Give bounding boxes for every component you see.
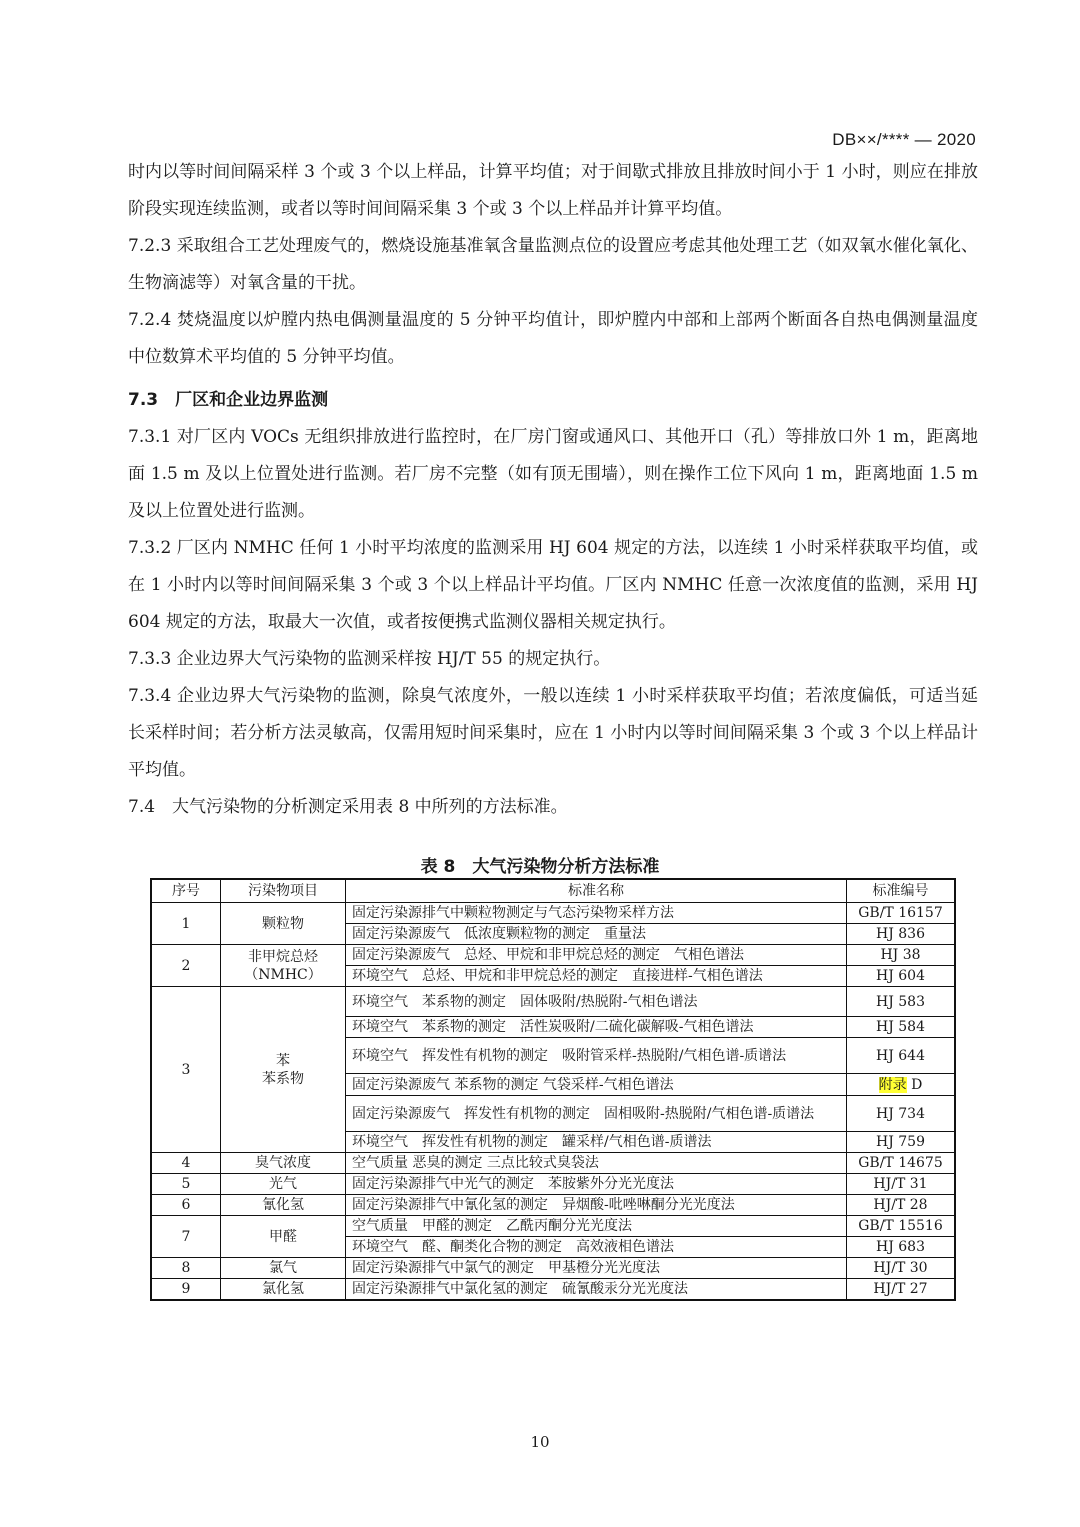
cell-standard-name: 固定污染源排气中氯化氢的测定 硫氰酸汞分光光度法 xyxy=(346,1279,847,1301)
cell-standard-code: HJ/T 28 xyxy=(847,1195,956,1216)
col-header-standard-code: 标准编号 xyxy=(847,879,956,903)
cell-standard-code: HJ/T 31 xyxy=(847,1174,956,1195)
paragraph: 时内以等时间间隔采样 3 个或 3 个以上样品，计算平均值；对于间歇式排放且排放时间小于 1 小时，则应在排放阶段实现连续监测，或者以等时间间隔采集 3 个或 3 个以上样品并计算平均值。 xyxy=(128,162,978,219)
cell-no: 2 xyxy=(151,945,221,987)
cell-no: 6 xyxy=(151,1195,221,1216)
paragraph: 7.3.4 企业边界大气污染物的监测，除臭气浓度外，一般以连续 1 小时采样获取平均值；若浓度偏低，可适当延长采样时间；若分析方法灵敏高，仅需用短时间采集时，应在 1 小时内以等时间间隔采集 3 个或 3 个以上样品计平均值。 xyxy=(128,686,978,780)
paragraph: 7.3.2 厂区内 NMHC 任何 1 小时平均浓度的监测采用 HJ 604 规定的方法，以连续 1 小时采样获取平均值，或在 1 小时内以等时间间隔采集 3 个或 3 个以上样品计平均值。厂区内 NMHC 任意一次浓度值的监测，采用 HJ 604 规定的方法，取最大一次值，或者按便携式监测仪器相关规定执行。 xyxy=(128,538,978,632)
cell-standard-code xyxy=(847,1074,956,1096)
cell-pollutant: 甲醛 xyxy=(221,1216,346,1258)
cell-standard-code: GB/T 15516 xyxy=(847,1216,956,1237)
cell-standard-name: 固定污染源排气中颗粒物测定与气态污染物采样方法 xyxy=(346,903,847,924)
cell-standard-code: GB/T 16157 xyxy=(847,903,956,924)
cell-pollutant: 氰化氢 xyxy=(221,1195,346,1216)
cell-standard-name: 固定污染源排气中氯气的测定 甲基橙分光光度法 xyxy=(346,1258,847,1279)
cell-standard-code: GB/T 14675 xyxy=(847,1153,956,1174)
cell-standard-name: 固定污染源废气 低浓度颗粒物的测定 重量法 xyxy=(346,924,847,945)
body-text xyxy=(128,154,978,826)
cell-no: 3 xyxy=(151,987,221,1153)
paragraph: 7.3.1 对厂区内 VOCs 无组织排放进行监控时，在厂房门窗或通风口、其他开口（孔）等排放口外 1 m，距离地面 1.5 m 及以上位置处进行监测。若厂房不完整（如有顶无围墙），则在操作工位下风向 1 m，距离地面 1.5 m 及以上位置处进行监测。 xyxy=(128,427,978,521)
table-row xyxy=(151,1216,955,1237)
table-row xyxy=(151,1153,955,1174)
cell-standard-name: 固定污染源排气中氰化氢的测定 异烟酸-吡唑啉酮分光光度法 xyxy=(346,1195,847,1216)
cell-pollutant: 非甲烷总烃 （NMHC） xyxy=(221,945,346,987)
cell-standard-name: 环境空气 总烃、甲烷和非甲烷总烃的测定 直接进样-气相色谱法 xyxy=(346,966,847,987)
cell-standard-code: HJ 38 xyxy=(847,945,956,966)
cell-standard-code: HJ 759 xyxy=(847,1132,956,1153)
cell-standard-name: 环境空气 苯系物的测定 固体吸附/热脱附-气相色谱法 xyxy=(346,987,847,1017)
col-header-pollutant: 污染物项目 xyxy=(221,879,346,903)
table-row xyxy=(151,1279,955,1301)
cell-pollutant: 光气 xyxy=(221,1174,346,1195)
cell-standard-code: HJ 584 xyxy=(847,1017,956,1038)
cell-standard-code: HJ 683 xyxy=(847,1237,956,1258)
table-body xyxy=(151,903,955,1301)
cell-standard-name: 固定污染源废气 挥发性有机物的测定 固相吸附-热脱附/气相色谱-质谱法 xyxy=(346,1096,847,1132)
cell-standard-code: HJ/T 30 xyxy=(847,1258,956,1279)
table-row xyxy=(151,903,955,924)
cell-no: 7 xyxy=(151,1216,221,1258)
page-number: 10 xyxy=(530,1433,550,1451)
cell-standard-name: 固定污染源废气 总烃、甲烷和非甲烷总烃的测定 气相色谱法 xyxy=(346,945,847,966)
cell-standard-name: 空气质量 甲醛的测定 乙酰丙酮分光光度法 xyxy=(346,1216,847,1237)
cell-pollutant: 氯化氢 xyxy=(221,1279,346,1301)
cell-standard-code: HJ 583 xyxy=(847,987,956,1017)
section-heading: 7.3 厂区和企业边界监测 xyxy=(128,390,329,410)
cell-standard-code: HJ 734 xyxy=(847,1096,956,1132)
col-header-no: 序号 xyxy=(151,879,221,903)
cell-no: 4 xyxy=(151,1153,221,1174)
cell-standard-code: HJ 836 xyxy=(847,924,956,945)
table-row xyxy=(151,1258,955,1279)
code-suffix: D xyxy=(906,1076,923,1093)
document-code: DB××/**** — 2020 xyxy=(832,130,976,149)
cell-no: 5 xyxy=(151,1174,221,1195)
paragraph: 7.3.3 企业边界大气污染物的监测采样按 HJ/T 55 的规定执行。 xyxy=(128,649,611,669)
cell-no: 8 xyxy=(151,1258,221,1279)
cell-standard-name: 固定污染源废气 苯系物的测定 气袋采样-气相色谱法 xyxy=(346,1074,847,1096)
table-row xyxy=(151,1174,955,1195)
methods-table xyxy=(150,878,956,1301)
table-header-row xyxy=(151,879,955,903)
cell-no: 1 xyxy=(151,903,221,945)
cell-pollutant: 臭气浓度 xyxy=(221,1153,346,1174)
cell-pollutant: 苯 苯系物 xyxy=(221,987,346,1153)
cell-standard-code: HJ/T 27 xyxy=(847,1279,956,1301)
paragraph: 7.4 大气污染物的分析测定采用表 8 中所列的方法标准。 xyxy=(128,797,568,817)
cell-standard-name: 固定污染源排气中光气的测定 苯胺紫外分光光度法 xyxy=(346,1174,847,1195)
cell-standard-name: 环境空气 醛、酮类化合物的测定 高效液相色谱法 xyxy=(346,1237,847,1258)
cell-standard-name: 环境空气 挥发性有机物的测定 罐采样/气相色谱-质谱法 xyxy=(346,1132,847,1153)
cell-no: 9 xyxy=(151,1279,221,1301)
cell-pollutant: 颗粒物 xyxy=(221,903,346,945)
table-row xyxy=(151,987,955,1017)
cell-standard-name: 环境空气 苯系物的测定 活性炭吸附/二硫化碳解吸-气相色谱法 xyxy=(346,1017,847,1038)
table-caption: 表 8 大气污染物分析方法标准 xyxy=(420,857,660,877)
table-row xyxy=(151,945,955,966)
cell-standard-code: HJ 604 xyxy=(847,966,956,987)
table-row xyxy=(151,1195,955,1216)
cell-pollutant: 氯气 xyxy=(221,1258,346,1279)
cell-standard-name: 环境空气 挥发性有机物的测定 吸附管采样-热脱附/气相色谱-质谱法 xyxy=(346,1038,847,1074)
col-header-standard-name: 标准名称 xyxy=(346,879,847,903)
paragraph: 7.2.3 采取组合工艺处理废气的，燃烧设施基准氧含量监测点位的设置应考虑其他处理工艺（如双氧水催化氧化、生物滴滤等）对氧含量的干扰。 xyxy=(128,236,978,293)
paragraph: 7.2.4 焚烧温度以炉膛内热电偶测量温度的 5 分钟平均值计，即炉膛内中部和上部两个断面各自热电偶测量温度中位数算术平均值的 5 分钟平均值。 xyxy=(128,310,978,367)
cell-standard-name: 空气质量 恶臭的测定 三点比较式臭袋法 xyxy=(346,1153,847,1174)
cell-standard-code: HJ 644 xyxy=(847,1038,956,1074)
highlighted-text: 附录 xyxy=(878,1076,907,1093)
